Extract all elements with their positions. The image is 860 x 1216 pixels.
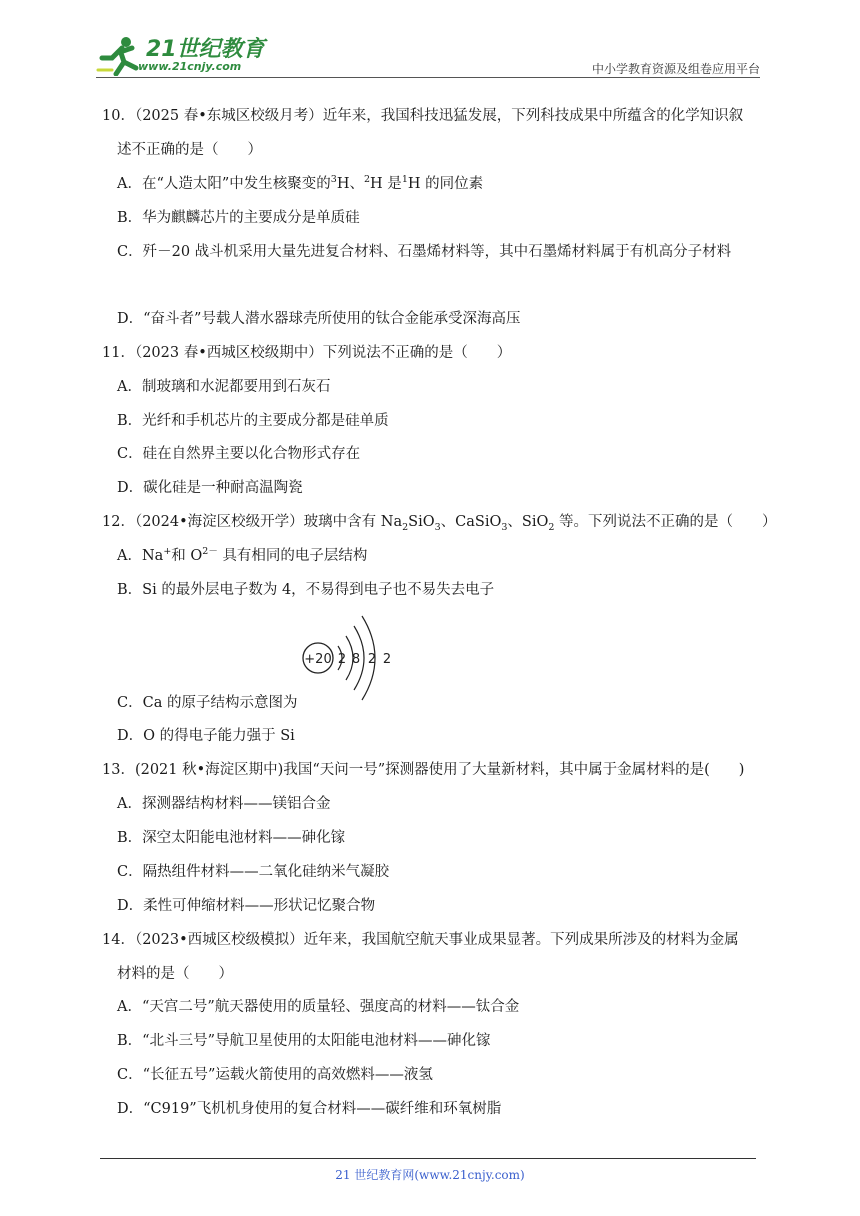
question-11-stem: 11．（2023 春•西城区校级期中）下列说法不正确的是（ ） <box>102 345 512 361</box>
question-14-option-b: B．“北斗三号”导航卫星使用的太阳能电池材料——砷化镓 <box>117 1033 491 1049</box>
question-10-option-b: B．华为麒麟芯片的主要成分是单质硅 <box>117 210 360 226</box>
shell-electrons-4: 2 <box>382 652 392 667</box>
logo-url: www.21cnjy.com <box>138 60 242 73</box>
header-divider <box>96 77 760 78</box>
question-10-stem-cont: 述不正确的是（ ） <box>117 142 262 158</box>
question-13-option-a: A．探测器结构材料——镁铝合金 <box>117 796 331 812</box>
question-11-option-c: C．硅在自然界主要以化合物形式存在 <box>117 446 361 462</box>
question-10-option-c: C．歼－20 战斗机采用大量先进复合材料、石墨烯材料等，其中石墨烯材料属于有机高分子材料 <box>117 244 732 260</box>
shell-electrons-3: 2 <box>367 652 377 667</box>
runner-logo-icon <box>96 36 144 76</box>
question-11-option-b: B．光纤和手机芯片的主要成分都是硅单质 <box>117 413 389 429</box>
question-14-option-a: A．“天宫二号”航天器使用的质量轻、强度高的材料——钛合金 <box>117 999 520 1015</box>
question-10-option-a: A．在“人造太阳”中发生核聚变的$^3$H、$^2$H 是$^1$H 的同位素 <box>117 174 484 192</box>
site-logo[interactable] <box>96 30 266 78</box>
question-14-stem-cont: 材料的是（ ） <box>117 966 233 982</box>
footer-link[interactable]: 21 世纪教育网(www.21cnjy.com) <box>335 1168 525 1182</box>
question-12-stem: 12．（2024•海淀区校级开学）玻璃中含有 $Na_2SiO_3$、CaSiO$_3$、SiO$_2$ 等。下列说法不正确的是（ ） <box>102 514 777 533</box>
shell-electrons-2: 8 <box>351 652 361 667</box>
platform-label: 中小学教育资源及组卷应用平台 <box>591 62 760 76</box>
question-13-stem: 13．(2021 秋•海淀区期中)我国“天问一号”探测器使用了大量新材料，其中属于金属材料的是( ) <box>102 762 745 778</box>
question-13-option-b: B．深空太阳能电池材料——砷化镓 <box>117 830 346 846</box>
question-11-option-a: A．制玻璃和水泥都要用到石灰石 <box>117 379 331 395</box>
question-12-option-c: C．Ca 的原子结构示意图为 <box>117 695 298 711</box>
question-13-option-d: D．柔性可伸缩材料——形状记忆聚合物 <box>117 898 376 914</box>
calcium-atom-structure-diagram <box>296 612 406 708</box>
question-10-option-d: D．“奋斗者”号载人潜水器球壳所使用的钛合金能承受深海高压 <box>117 311 521 327</box>
question-10-stem: 10．（2025 春•东城区校级月考）近年来，我国科技迅猛发展，下列科技成果中所蕴含的化学知识叙 <box>102 108 744 124</box>
question-12-option-b: B．Si 的最外层电子数为 4，不易得到电子也不易失去电子 <box>117 582 495 598</box>
question-14-option-d: D．“C919”飞机机身使用的复合材料——碳纤维和环氧树脂 <box>117 1101 502 1117</box>
question-12-option-a: A．Na+和 $O^{2-}$ 具有相同的电子层结构 <box>117 546 368 564</box>
question-12-option-d: D．O 的得电子能力强于 Si <box>117 728 295 744</box>
logo-title: 21世纪教育 <box>146 37 265 62</box>
question-14-option-c: C．“长征五号”运载火箭使用的高效燃料——液氢 <box>117 1067 433 1083</box>
question-11-option-d: D．碳化硅是一种耐高温陶瓷 <box>117 480 303 496</box>
page-header <box>96 30 760 80</box>
footer-divider <box>100 1158 756 1159</box>
question-13-option-c: C．隔热组件材料——二氧化硅纳米气凝胶 <box>117 864 390 880</box>
nucleus-charge: +20 <box>304 652 332 667</box>
shell-electrons-1: 2 <box>337 652 347 667</box>
question-14-stem: 14．（2023•西城区校级模拟）近年来，我国航空航天事业成果显著。下列成果所涉及的材料为金属 <box>102 932 739 948</box>
